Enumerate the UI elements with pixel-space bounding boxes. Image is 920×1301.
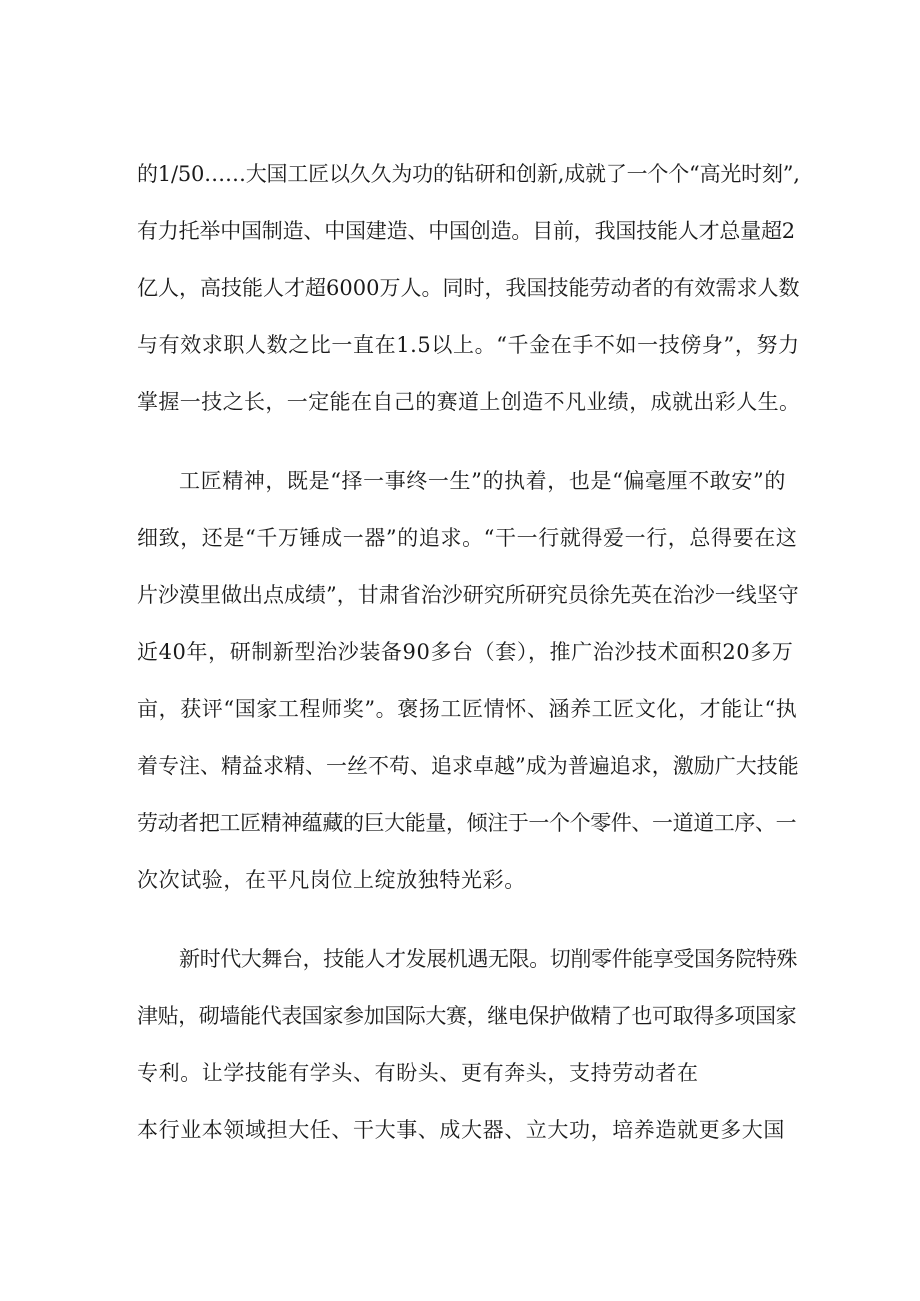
text-line: 专利。让学技能有学头、有盼头、更有奔头，支持劳动者在: [137, 1061, 699, 1085]
text-line: 本行业本领域担大任、干大事、成大器、立大功，培养造就更多大国: [137, 1118, 785, 1142]
text-line: 工匠精神，既是“择一事终一生”的执着，也是“偏毫厘不敢安”的: [179, 469, 786, 493]
text-line: 津贴，砌墙能代表国家参加国际大赛，继电保护做精了也可取得多项国家: [137, 1004, 797, 1028]
text-line: 劳动者把工匠精神蕴藏的巨大能量，倾注于一个个零件、一道道工序、一: [137, 811, 797, 835]
text-line: 新时代大舞台，技能人才发展机遇无限。切削零件能享受国务院特殊: [179, 947, 797, 971]
text-line: 近40年，研制新型治沙装备90多台（套），推广治沙技术面积20多万: [137, 640, 794, 664]
text-line: 亿人，高技能人才超6000万人。同时，我国技能劳动者的有效需求人数: [137, 276, 800, 300]
text-line: 的1/50……大国工匠以久久为功的钻研和创新,成就了一个个“高光时刻”,: [137, 162, 800, 186]
text-line: 掌握一技之长，一定能在自己的赛道上创造不凡业绩，成就出彩人生。: [137, 390, 801, 414]
text-line: 细致，还是“千万锤成一器”的追求。“干一行就得爱一行，总得要在这: [137, 526, 798, 550]
text-line: 着专注、精益求精、一丝不苟、追求卓越”成为普遍追求，激励广大技能: [137, 754, 799, 778]
text-line: 有力托举中国制造、中国建造、中国创造。目前，我国技能人才总量超2: [137, 219, 795, 243]
text-line: 次次试验，在平凡岗位上绽放独特光彩。: [137, 868, 526, 892]
text-line: 与有效求职人数之比一直在1.5以上。“千金在手不如一技傍身”，努力: [137, 333, 800, 357]
text-line: 亩，获评“国家工程师奖”。褒扬工匠情怀、涵养工匠文化，才能让“执: [137, 697, 798, 721]
text-line: 片沙漠里做出点成绩”，甘肃省治沙研究所研究员徐先英在治沙一线坚守: [137, 583, 799, 607]
